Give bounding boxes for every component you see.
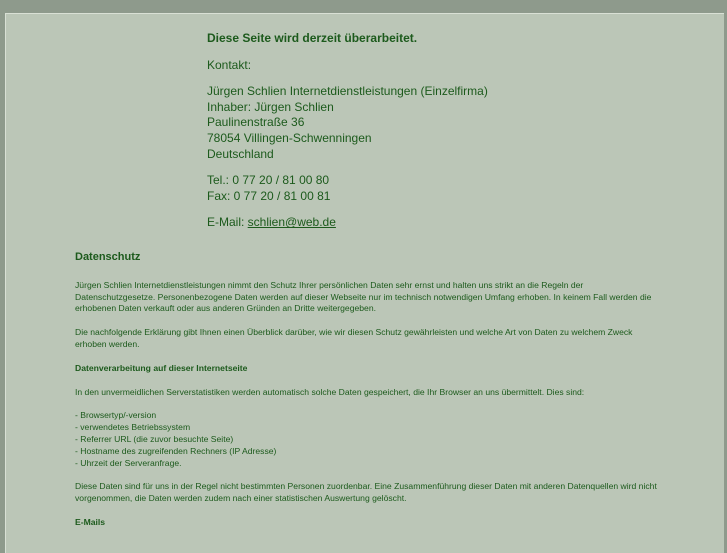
owner-name: Inhaber: Jürgen Schlien xyxy=(207,99,334,114)
collected-data-list xyxy=(75,410,665,469)
maintenance-notice: Diese Seite wird derzeit überarbeitet. xyxy=(207,31,418,45)
contact-block xyxy=(207,31,488,242)
privacy-section xyxy=(75,252,665,541)
emails-heading: E-Mails xyxy=(75,516,106,527)
company-name: Jürgen Schlien Internetdienstleistungen (Einzelfirma) xyxy=(207,84,488,99)
list-item: - Uhrzeit der Serveranfrage. xyxy=(75,458,665,470)
country: Deutschland xyxy=(207,146,274,161)
phone-block xyxy=(207,173,488,204)
list-item: - Referrer URL (die zuvor besuchte Seite) xyxy=(75,434,665,446)
list-item: - Browsertyp/-version xyxy=(75,410,665,422)
email-link[interactable]: schlien@web.de xyxy=(247,215,336,230)
contact-label: Kontakt: xyxy=(207,57,252,72)
city-address: 78054 Villingen-Schwenningen xyxy=(207,130,372,145)
privacy-intro: Jürgen Schlien Internetdienstleistungen nimmt den Schutz Ihrer persönlichen Daten sehr ernst und halten uns strikt an die Regeln der Datenschutzgesetze. Personenbezogene Daten werden auf dieser Webseite nur im technisch notwendigen Umfang erhoben. In keinem Fall werden die erhobenen Daten verkauft oder aus anderen Gründen an Dritte weitergegeben. xyxy=(75,279,652,314)
privacy-overview: Die nachfolgende Erklärung gibt Ihnen einen Überblick darüber, wie wir diesen Schutz gewährleisten und welche Art von Daten zu welchem Zweck erhoben werden. xyxy=(75,327,633,349)
telephone: Tel.: 0 77 20 / 81 00 80 xyxy=(207,173,330,188)
privacy-title: Datenschutz xyxy=(75,251,141,263)
fax: Fax: 0 77 20 / 81 00 81 xyxy=(207,188,331,203)
email-label: E-Mail: xyxy=(207,215,248,230)
street-address: Paulinenstraße 36 xyxy=(207,115,305,130)
data-processing-text: In den unvermeidlichen Serverstatistiken werden automatisch solche Daten gespeichert, die Ihr Browser an uns übermittelt. Dies sind: xyxy=(75,386,585,397)
address-block xyxy=(207,84,488,162)
email-block xyxy=(207,215,488,231)
data-processing-heading: Datenverarbeitung auf dieser Internetseite xyxy=(75,362,248,373)
list-item: - Hostname des zugreifenden Rechners (IP Adresse) xyxy=(75,446,665,458)
list-item: - verwendetes Betriebssystem xyxy=(75,422,665,434)
data-processing-outro: Diese Daten sind für uns in der Regel nicht bestimmten Personen zuordenbar. Eine Zusammenführung dieser Daten mit anderen Datenquellen wird nicht vorgenommen, die Daten werden zudem nach einer statistischen Auswertung gelöscht. xyxy=(75,481,657,504)
page-frame xyxy=(5,13,724,553)
